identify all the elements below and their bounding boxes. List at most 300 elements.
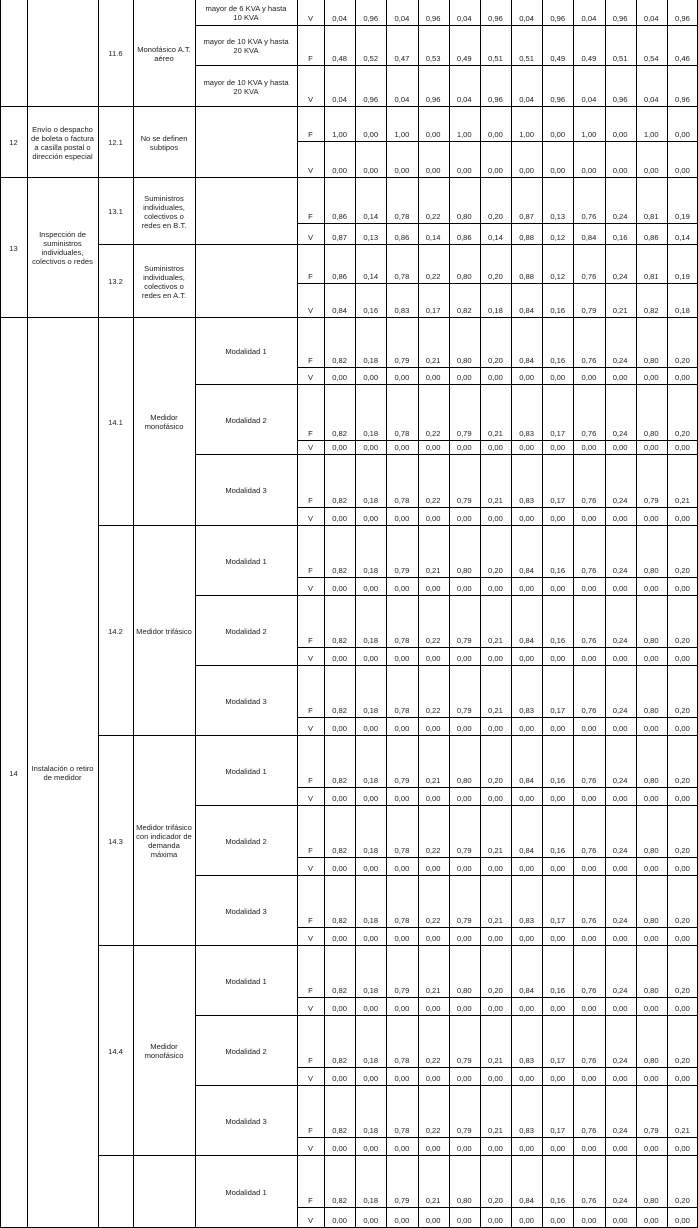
value-cell: 0,84 — [519, 356, 534, 365]
value-cell: 0,00 — [488, 166, 503, 175]
value-cell: 0,76 — [581, 776, 597, 785]
value-cell: 0,96 — [425, 95, 441, 104]
value-cell: 0,00 — [612, 1074, 628, 1083]
value-cell: 0,20 — [675, 1196, 690, 1205]
value-cell: 0,21 — [675, 496, 690, 505]
value-cell: 0,00 — [456, 514, 472, 523]
value-cell: 0,79 — [456, 429, 472, 438]
value-cell: 0,00 — [675, 724, 690, 733]
grid-line — [297, 141, 698, 142]
item-code: 12.1 — [108, 138, 123, 147]
value-cell: 0,00 — [394, 934, 410, 943]
value-cell: 0,00 — [456, 373, 472, 382]
value-cell: 0,00 — [581, 1144, 597, 1153]
row-type-letter: F — [308, 1056, 313, 1065]
value-cell: 0,24 — [612, 706, 628, 715]
value-cell: 0,24 — [612, 496, 628, 505]
value-cell: 0,00 — [488, 1074, 503, 1083]
value-cell: 0,16 — [550, 356, 566, 365]
value-cell: 0,20 — [488, 356, 503, 365]
sub-label: mayor de 10 KVA y hasta 20 KVA — [203, 77, 289, 96]
value-cell: 0,82 — [332, 429, 347, 438]
value-cell: 0,00 — [363, 1074, 379, 1083]
value-cell: 0,80 — [643, 566, 659, 575]
value-cell: 0,00 — [425, 443, 441, 452]
value-cell: 0,16 — [550, 1196, 566, 1205]
value-cell: 0,24 — [612, 776, 628, 785]
value-cell: 0,13 — [363, 233, 379, 242]
value-cell: 0,00 — [581, 1004, 597, 1013]
item-code: 13.1 — [108, 207, 123, 216]
item-description: Medidor monofásico — [144, 1042, 184, 1060]
value-cell: 0,00 — [581, 373, 597, 382]
grid-line — [297, 317, 698, 318]
value-cell: 0,80 — [643, 429, 659, 438]
value-cell: 0,00 — [675, 584, 690, 593]
value-cell: 0,82 — [332, 706, 347, 715]
value-cell: 0,00 — [519, 1144, 534, 1153]
grid-line — [133, 0, 134, 1228]
value-cell: 0,04 — [519, 14, 534, 23]
value-cell: 0,17 — [550, 1126, 566, 1135]
value-cell: 0,76 — [581, 846, 597, 855]
value-cell: 0,22 — [425, 636, 441, 645]
grid-line — [297, 0, 298, 1228]
value-cell: 0,83 — [519, 1056, 534, 1065]
group-number: 13 — [9, 243, 18, 253]
item-code: 11.6 — [108, 49, 123, 58]
row-type-letter: V — [307, 14, 314, 23]
value-cell: 0,20 — [675, 706, 690, 715]
value-cell: 0,82 — [332, 846, 347, 855]
value-cell: 0,00 — [519, 724, 534, 733]
value-cell: 0,86 — [643, 233, 659, 242]
row-type-letter: V — [307, 584, 314, 593]
value-cell: 0,18 — [488, 306, 503, 315]
value-cell: 0,17 — [425, 306, 441, 315]
value-cell: 0,00 — [456, 1144, 472, 1153]
value-cell: 0,12 — [550, 233, 566, 242]
item-code: 14.4 — [108, 1046, 123, 1056]
value-cell: 0,79 — [456, 1056, 472, 1065]
value-cell: 0,00 — [612, 1144, 628, 1153]
value-cell: 0,96 — [675, 14, 690, 23]
item-description: Medidor monofásico — [144, 413, 184, 431]
grid-line — [297, 805, 698, 806]
value-cell: 0,00 — [643, 1144, 659, 1153]
value-cell: 0,00 — [332, 514, 347, 523]
value-cell: 1,00 — [456, 130, 472, 139]
row-type-letter: V — [307, 794, 314, 803]
row-type-letter: F — [308, 54, 313, 63]
grid-line — [98, 1155, 195, 1156]
value-cell: 0,86 — [394, 233, 410, 242]
group-name: Envío o despacho de boleta o factura a casilla postal o dirección especial — [31, 124, 94, 161]
row-type-letter: F — [308, 356, 313, 365]
value-cell: 0,21 — [488, 1126, 503, 1135]
value-cell: 0,24 — [612, 1056, 628, 1065]
value-cell: 0,24 — [612, 212, 628, 221]
row-type-letter: V — [307, 306, 314, 315]
grid-line — [324, 0, 325, 1228]
row-type-letter: V — [307, 1216, 314, 1225]
value-cell: 0,00 — [675, 934, 690, 943]
value-cell: 0,00 — [488, 794, 503, 803]
value-cell: 0,00 — [363, 166, 379, 175]
value-cell: 0,00 — [456, 724, 472, 733]
grid-line — [297, 997, 698, 998]
value-cell: 0,20 — [675, 636, 690, 645]
value-cell: 0,00 — [456, 864, 472, 873]
value-cell: 0,18 — [363, 1196, 379, 1205]
value-cell: 0,16 — [550, 776, 566, 785]
value-cell: 0,00 — [675, 1144, 690, 1153]
item-code: 14.2 — [108, 626, 123, 636]
row-type-letter: V — [307, 1074, 314, 1083]
value-cell: 0,00 — [581, 654, 597, 663]
row-type-letter: F — [308, 429, 313, 438]
value-cell: 0,00 — [456, 1216, 472, 1225]
value-cell: 0,00 — [488, 514, 503, 523]
value-cell: 0,84 — [519, 776, 534, 785]
value-cell: 0,80 — [456, 776, 472, 785]
value-cell: 0,84 — [519, 846, 534, 855]
value-cell: 0,04 — [643, 95, 659, 104]
value-cell: 0,00 — [581, 166, 597, 175]
value-cell: 0,76 — [581, 706, 597, 715]
value-cell: 0,00 — [332, 166, 347, 175]
value-cell: 0,00 — [519, 584, 534, 593]
row-type-letter: V — [307, 514, 314, 523]
value-cell: 0,24 — [612, 636, 628, 645]
value-cell: 0,00 — [675, 1216, 690, 1225]
value-cell: 0,00 — [456, 166, 472, 175]
item-description: Monofásico A.T. aéreo — [137, 44, 191, 63]
value-cell: 0,79 — [394, 986, 410, 995]
item-description: Suministros individuales, colectivos o redes en A.T. — [141, 263, 187, 300]
value-cell: 0,00 — [363, 1144, 379, 1153]
value-cell: 0,00 — [456, 934, 472, 943]
grid-line — [605, 0, 606, 1228]
value-cell: 0,00 — [363, 584, 379, 593]
item-description: No se definen subtipos — [140, 133, 188, 152]
row-type-letter: F — [308, 1196, 313, 1205]
value-cell: 0,00 — [675, 864, 690, 873]
value-cell: 0,00 — [550, 1144, 566, 1153]
value-cell: 0,00 — [519, 1004, 534, 1013]
value-cell: 0,04 — [519, 95, 534, 104]
value-cell: 0,00 — [643, 373, 659, 382]
grid-line — [297, 25, 698, 26]
value-cell: 0,79 — [456, 706, 472, 715]
value-cell: 0,00 — [425, 166, 441, 175]
value-cell: 0,17 — [550, 429, 566, 438]
value-cell: 0,83 — [519, 706, 534, 715]
value-cell: 0,00 — [519, 373, 534, 382]
value-cell: 0,96 — [488, 14, 503, 23]
value-cell: 0,21 — [612, 306, 628, 315]
value-cell: 0,82 — [456, 306, 472, 315]
row-type-letter: F — [308, 212, 313, 221]
value-cell: 0,00 — [519, 1216, 534, 1225]
value-cell: 0,87 — [332, 233, 347, 242]
grid-line — [297, 440, 698, 441]
row-type-letter: V — [307, 373, 314, 382]
row-type-letter: F — [308, 130, 313, 139]
value-cell: 0,00 — [332, 724, 347, 733]
grid-line — [355, 0, 356, 1228]
value-cell: 0,00 — [675, 1004, 690, 1013]
value-cell: 0,00 — [643, 443, 659, 452]
value-cell: 0,00 — [394, 864, 410, 873]
grid-line — [297, 507, 698, 508]
value-cell: 0,00 — [612, 864, 628, 873]
value-cell: 0,84 — [332, 306, 347, 315]
grid-line — [297, 367, 698, 368]
value-cell: 0,96 — [550, 95, 566, 104]
value-cell: 0,00 — [612, 166, 628, 175]
value-cell: 0,16 — [612, 233, 628, 242]
value-cell: 0,76 — [581, 272, 597, 281]
value-cell: 0,21 — [488, 846, 503, 855]
value-cell: 0,79 — [456, 846, 472, 855]
value-cell: 0,22 — [425, 272, 441, 281]
value-cell: 0,04 — [394, 95, 410, 104]
value-cell: 0,00 — [363, 373, 379, 382]
value-cell: 0,76 — [581, 1056, 597, 1065]
value-cell: 0,00 — [581, 724, 597, 733]
value-cell: 0,00 — [456, 654, 472, 663]
value-cell: 0,00 — [550, 1216, 566, 1225]
item-description: Suministros individuales, colectivos o redes en B.T. — [141, 193, 187, 230]
value-cell: 0,20 — [675, 566, 690, 575]
value-cell: 0,78 — [394, 916, 410, 925]
grid-line — [297, 787, 698, 788]
value-cell: 0,82 — [332, 986, 347, 995]
value-cell: 0,16 — [550, 846, 566, 855]
grid-line — [297, 1015, 698, 1016]
row-type-letter: V — [307, 95, 314, 104]
value-cell: 0,79 — [456, 1126, 472, 1135]
value-cell: 0,00 — [363, 724, 379, 733]
value-cell: 0,00 — [425, 724, 441, 733]
value-cell: 0,86 — [332, 212, 347, 221]
value-cell: 0,20 — [488, 272, 503, 281]
value-cell: 0,19 — [675, 272, 690, 281]
value-cell: 0,22 — [425, 706, 441, 715]
value-cell: 0,83 — [519, 916, 534, 925]
value-cell: 0,00 — [488, 584, 503, 593]
value-cell: 0,14 — [488, 233, 503, 242]
value-cell: 0,20 — [675, 776, 690, 785]
value-cell: 0,00 — [488, 934, 503, 943]
value-cell: 0,00 — [394, 514, 410, 523]
value-cell: 0,00 — [612, 934, 628, 943]
sub-label: mayor de 6 KVA y hasta 10 KVA — [205, 4, 287, 22]
value-cell: 0,24 — [612, 566, 628, 575]
value-cell: 0,49 — [581, 54, 597, 63]
value-cell: 0,00 — [332, 1074, 347, 1083]
value-cell: 0,76 — [581, 496, 597, 505]
value-cell: 0,51 — [612, 54, 628, 63]
value-cell: 0,81 — [643, 212, 659, 221]
group-number: 12 — [9, 138, 18, 147]
value-cell: 0,00 — [643, 864, 659, 873]
grid-line — [27, 0, 28, 1228]
value-cell: 0,00 — [332, 794, 347, 803]
sub-label: Modalidad 3 — [225, 696, 267, 706]
value-cell: 0,78 — [394, 272, 410, 281]
value-cell: 0,00 — [488, 1004, 503, 1013]
value-cell: 0,79 — [456, 496, 472, 505]
value-cell: 0,52 — [363, 54, 379, 63]
value-cell: 0,21 — [488, 916, 503, 925]
value-cell: 0,80 — [456, 212, 472, 221]
value-cell: 0,00 — [425, 864, 441, 873]
sub-label: Modalidad 2 — [225, 626, 267, 636]
value-cell: 0,13 — [550, 212, 566, 221]
value-cell: 0,00 — [612, 724, 628, 733]
value-cell: 0,00 — [394, 724, 410, 733]
value-cell: 0,24 — [612, 916, 628, 925]
value-cell: 0,00 — [612, 130, 628, 139]
sub-label: Modalidad 1 — [225, 347, 267, 356]
value-cell: 1,00 — [519, 130, 534, 139]
value-cell: 0,00 — [456, 584, 472, 593]
value-cell: 0,76 — [581, 356, 597, 365]
value-cell: 0,20 — [675, 356, 690, 365]
value-cell: 0,83 — [519, 1126, 534, 1135]
value-cell: 0,00 — [581, 934, 597, 943]
value-cell: 0,04 — [456, 14, 472, 23]
value-cell: 0,00 — [332, 584, 347, 593]
grid-line — [195, 0, 196, 1228]
value-cell: 0,00 — [488, 654, 503, 663]
value-cell: 0,76 — [581, 566, 597, 575]
value-cell: 0,00 — [363, 130, 379, 139]
value-cell: 0,00 — [550, 1004, 566, 1013]
grid-line — [667, 0, 668, 1228]
item-description: Medidor trifásico con indicador de demanda máxima — [136, 823, 192, 859]
value-cell: 0,80 — [643, 356, 659, 365]
value-cell: 0,00 — [488, 724, 503, 733]
row-type-letter: V — [307, 166, 314, 175]
value-cell: 0,00 — [425, 130, 441, 139]
value-cell: 0,00 — [363, 934, 379, 943]
value-cell: 0,00 — [550, 864, 566, 873]
value-cell: 0,21 — [675, 1126, 690, 1135]
value-cell: 0,04 — [581, 95, 597, 104]
grid-line — [511, 0, 512, 1228]
value-cell: 0,00 — [581, 1216, 597, 1225]
value-cell: 0,00 — [612, 1004, 628, 1013]
value-cell: 0,00 — [332, 934, 347, 943]
value-cell: 0,16 — [550, 306, 566, 315]
value-cell: 0,00 — [394, 443, 410, 452]
value-cell: 0,00 — [332, 443, 347, 452]
value-cell: 0,00 — [643, 1074, 659, 1083]
value-cell: 0,00 — [363, 1004, 379, 1013]
row-type-letter: F — [308, 706, 313, 715]
value-cell: 0,83 — [519, 496, 534, 505]
value-cell: 0,78 — [394, 496, 410, 505]
value-cell: 0,18 — [363, 636, 379, 645]
value-cell: 0,76 — [581, 986, 597, 995]
row-type-letter: V — [307, 934, 314, 943]
item-description: Medidor trifásico — [136, 626, 192, 636]
value-cell: 1,00 — [394, 130, 410, 139]
grid-line — [297, 717, 698, 718]
value-cell: 0,82 — [332, 1196, 347, 1205]
grid-line — [297, 577, 698, 578]
value-cell: 0,96 — [425, 14, 441, 23]
value-cell: 0,22 — [425, 429, 441, 438]
item-code: 14.1 — [108, 417, 123, 427]
value-cell: 0,79 — [581, 306, 597, 315]
value-cell: 0,76 — [581, 1126, 597, 1135]
value-cell: 0,20 — [675, 846, 690, 855]
value-cell: 0,22 — [425, 1056, 441, 1065]
sub-label: Modalidad 2 — [225, 1046, 267, 1056]
grid-line — [297, 1155, 698, 1156]
value-cell: 0,16 — [550, 636, 566, 645]
value-cell: 0,20 — [675, 986, 690, 995]
value-cell: 0,00 — [488, 1144, 503, 1153]
value-cell: 0,82 — [332, 1126, 347, 1135]
value-cell: 0,79 — [456, 916, 472, 925]
value-cell: 0,00 — [550, 443, 566, 452]
value-cell: 0,04 — [332, 95, 347, 104]
grid-line — [297, 244, 698, 245]
value-cell: 0,00 — [456, 794, 472, 803]
value-cell: 0,18 — [363, 776, 379, 785]
value-cell: 0,00 — [488, 1216, 503, 1225]
value-cell: 0,00 — [394, 1074, 410, 1083]
value-cell: 0,24 — [612, 272, 628, 281]
value-cell: 0,20 — [488, 986, 503, 995]
value-cell: 0,00 — [612, 584, 628, 593]
value-cell: 0,00 — [581, 794, 597, 803]
value-cell: 0,87 — [519, 212, 534, 221]
value-cell: 0,84 — [519, 636, 534, 645]
sub-label: Modalidad 1 — [225, 976, 267, 986]
value-cell: 0,82 — [332, 1056, 347, 1065]
value-cell: 0,21 — [425, 986, 441, 995]
value-cell: 0,96 — [612, 14, 628, 23]
value-cell: 0,82 — [643, 306, 659, 315]
grid-line — [297, 177, 698, 178]
value-cell: 0,00 — [675, 1074, 690, 1083]
value-cell: 0,12 — [550, 272, 566, 281]
value-cell: 0,00 — [456, 1004, 472, 1013]
value-cell: 0,00 — [488, 443, 503, 452]
value-cell: 0,20 — [488, 1196, 503, 1205]
value-cell: 0,18 — [363, 496, 379, 505]
value-cell: 0,16 — [550, 566, 566, 575]
group-number: 14 — [9, 768, 18, 778]
grid-line — [297, 595, 698, 596]
value-cell: 0,48 — [332, 54, 347, 63]
value-cell: 0,14 — [363, 212, 379, 221]
value-cell: 0,00 — [643, 794, 659, 803]
value-cell: 0,21 — [488, 706, 503, 715]
value-cell: 0,00 — [675, 130, 690, 139]
value-cell: 0,00 — [675, 373, 690, 382]
group-name: Instalación o retiro de medidor — [31, 764, 94, 782]
value-cell: 0,79 — [643, 496, 659, 505]
value-cell: 0,14 — [425, 233, 441, 242]
value-cell: 0,00 — [425, 1074, 441, 1083]
